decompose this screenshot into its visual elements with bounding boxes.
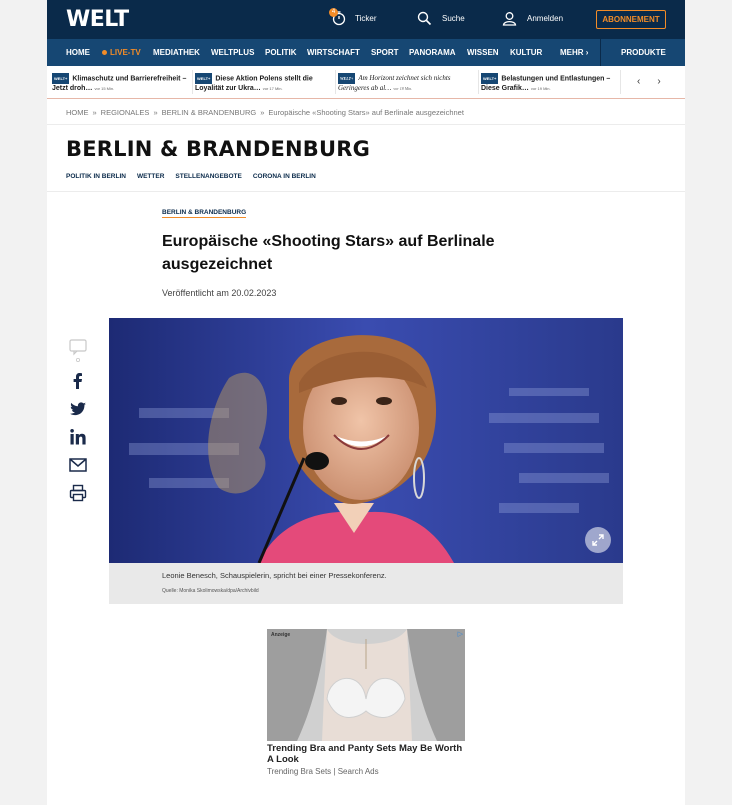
- breadcrumb-home[interactable]: HOME: [66, 108, 89, 117]
- comment-icon[interactable]: [69, 338, 87, 362]
- teaser-item[interactable]: [481, 73, 621, 93]
- ad-title[interactable]: Trending Bra and Panty Sets May Be Worth A Look: [267, 743, 463, 765]
- subscribe-button[interactable]: ABONNEMENT: [596, 10, 666, 29]
- teaser-title: Diese Aktion Polens stellt die Loyalität zur Ukra…: [195, 75, 313, 92]
- nav-item-live-tv[interactable]: [102, 48, 141, 57]
- teaser-title: Klimaschutz und Barrierefreiheit – Jetzt droh…: [52, 75, 187, 92]
- breadcrumb-current: Europäische «Shooting Stars» auf Berlinale ausgezeichnet: [268, 108, 464, 117]
- chevron-left-icon[interactable]: ‹: [637, 76, 641, 87]
- welt-logo[interactable]: WELT: [66, 7, 129, 32]
- published-date: Veröffentlicht am 20.02.2023: [162, 288, 277, 298]
- expand-image-button[interactable]: [585, 527, 611, 553]
- breadcrumb-separator: »: [92, 108, 97, 117]
- nav-item-panorama[interactable]: PANORAMA: [409, 48, 456, 57]
- teaser-separator: [335, 70, 336, 94]
- main-navigation: [47, 39, 685, 66]
- section-title[interactable]: BERLIN & BRANDENBURG: [66, 137, 371, 161]
- facebook-icon[interactable]: [69, 372, 87, 390]
- welt-plus-badge: WELT+: [481, 73, 498, 84]
- teaser-separator: [620, 70, 621, 94]
- teaser-time: vor 18 Min.: [393, 86, 413, 91]
- linkedin-icon[interactable]: [69, 428, 87, 446]
- breadcrumb-berlin-brandenburg[interactable]: BERLIN & BRANDENBURG: [161, 108, 257, 117]
- teaser-arrows: [637, 76, 678, 87]
- nav-item-mehr[interactable]: [560, 48, 588, 57]
- mail-icon[interactable]: [69, 456, 87, 474]
- nav-item-wissen[interactable]: WISSEN: [467, 48, 499, 57]
- breadcrumb-separator: »: [260, 108, 265, 117]
- subnav-politik-in-berlin[interactable]: POLITIK IN BERLIN: [66, 173, 126, 180]
- top-bar: [47, 0, 685, 39]
- hero-photo: [109, 318, 623, 563]
- ad-photo: [267, 629, 465, 741]
- nav-item-kultur[interactable]: KULTUR: [510, 48, 543, 57]
- teaser-title: Am Horizont zeichnet sich nichts Geringeres ab al…: [338, 74, 451, 92]
- print-icon[interactable]: [69, 484, 87, 502]
- ticker-label: Ticker: [355, 13, 377, 23]
- breadcrumb: [66, 108, 464, 117]
- welt-plus-badge: WELT+: [52, 73, 69, 84]
- nav-item-live-tv-label: LIVE-TV: [110, 48, 141, 57]
- divider: [47, 124, 685, 125]
- breadcrumb-regionales[interactable]: REGIONALES: [100, 108, 150, 117]
- search-icon: [417, 11, 432, 26]
- ad-label: Anzeige: [271, 632, 291, 638]
- nav-item-sport[interactable]: SPORT: [371, 48, 399, 57]
- welt-plus-badge: WELT+: [195, 73, 212, 84]
- image-caption: Leonie Benesch, Schauspielerin, spricht bei einer Pressekonferenz.: [162, 571, 387, 580]
- live-dot-icon: [102, 50, 107, 55]
- article-kicker[interactable]: BERLIN & BRANDENBURG: [162, 209, 247, 216]
- subnav-wetter[interactable]: WETTER: [136, 173, 165, 180]
- chevron-right-icon: ›: [585, 48, 589, 57]
- nav-item-wirtschaft[interactable]: WIRTSCHAFT: [307, 48, 360, 57]
- nav-item-politik[interactable]: POLITIK: [265, 48, 297, 57]
- teaser-item[interactable]: [195, 73, 335, 93]
- nav-item-weltplus[interactable]: WELTPLUS: [211, 48, 255, 57]
- teaser-title: Belastungen und Entlastungen – Diese Grafik…: [481, 75, 611, 92]
- article-hero-image[interactable]: [109, 318, 623, 563]
- nav-divider: [600, 39, 601, 66]
- page: [47, 0, 685, 805]
- teaser-separator: [478, 70, 479, 94]
- login-button[interactable]: [502, 11, 563, 26]
- image-credit: Quelle: Monika Skolimowska/dpa/Archivbild: [162, 588, 259, 594]
- teaser-separator: [192, 70, 193, 94]
- ad-image[interactable]: [267, 629, 465, 741]
- welt-plus-badge: WELT+: [338, 73, 355, 84]
- teaser-item[interactable]: [338, 73, 478, 93]
- ad-source[interactable]: Trending Bra Sets | Search Ads: [267, 767, 379, 776]
- login-label: Anmelden: [527, 14, 564, 23]
- teaser-time: vor 17 Min.: [262, 86, 283, 91]
- teaser-time: vor 15 Min.: [94, 86, 115, 91]
- nav-item-home[interactable]: HOME: [66, 48, 90, 57]
- teaser-item[interactable]: [52, 73, 192, 93]
- user-icon: [502, 11, 517, 26]
- section-subnav: [66, 173, 327, 180]
- chevron-right-icon[interactable]: ›: [657, 76, 661, 87]
- article-headline: Europäische «Shooting Stars» auf Berlinale ausgezeichnet: [162, 233, 495, 273]
- search-label: Suche: [442, 14, 465, 23]
- subnav-corona-in-berlin[interactable]: CORONA IN BERLIN: [252, 173, 316, 180]
- nav-item-mediathek[interactable]: MEDIATHEK: [153, 48, 200, 57]
- divider: [47, 191, 685, 192]
- expand-icon: [592, 534, 604, 546]
- nav-item-mehr-label: MEHR: [560, 48, 584, 57]
- ticker-count-badge: 4: [329, 8, 338, 17]
- image-caption-box: [109, 563, 623, 604]
- share-bar: [69, 338, 87, 512]
- subnav-stellenangebote[interactable]: STELLENANGEBOTE: [175, 173, 242, 180]
- teaser-strip: [47, 66, 685, 99]
- breadcrumb-separator: »: [153, 108, 158, 117]
- twitter-icon[interactable]: [69, 400, 87, 418]
- search-button[interactable]: [417, 11, 465, 26]
- teaser-time: vor 19 Min.: [530, 86, 551, 91]
- ad-choices-icon[interactable]: ▷: [457, 631, 463, 638]
- nav-item-produkte[interactable]: PRODUKTE: [621, 48, 666, 57]
